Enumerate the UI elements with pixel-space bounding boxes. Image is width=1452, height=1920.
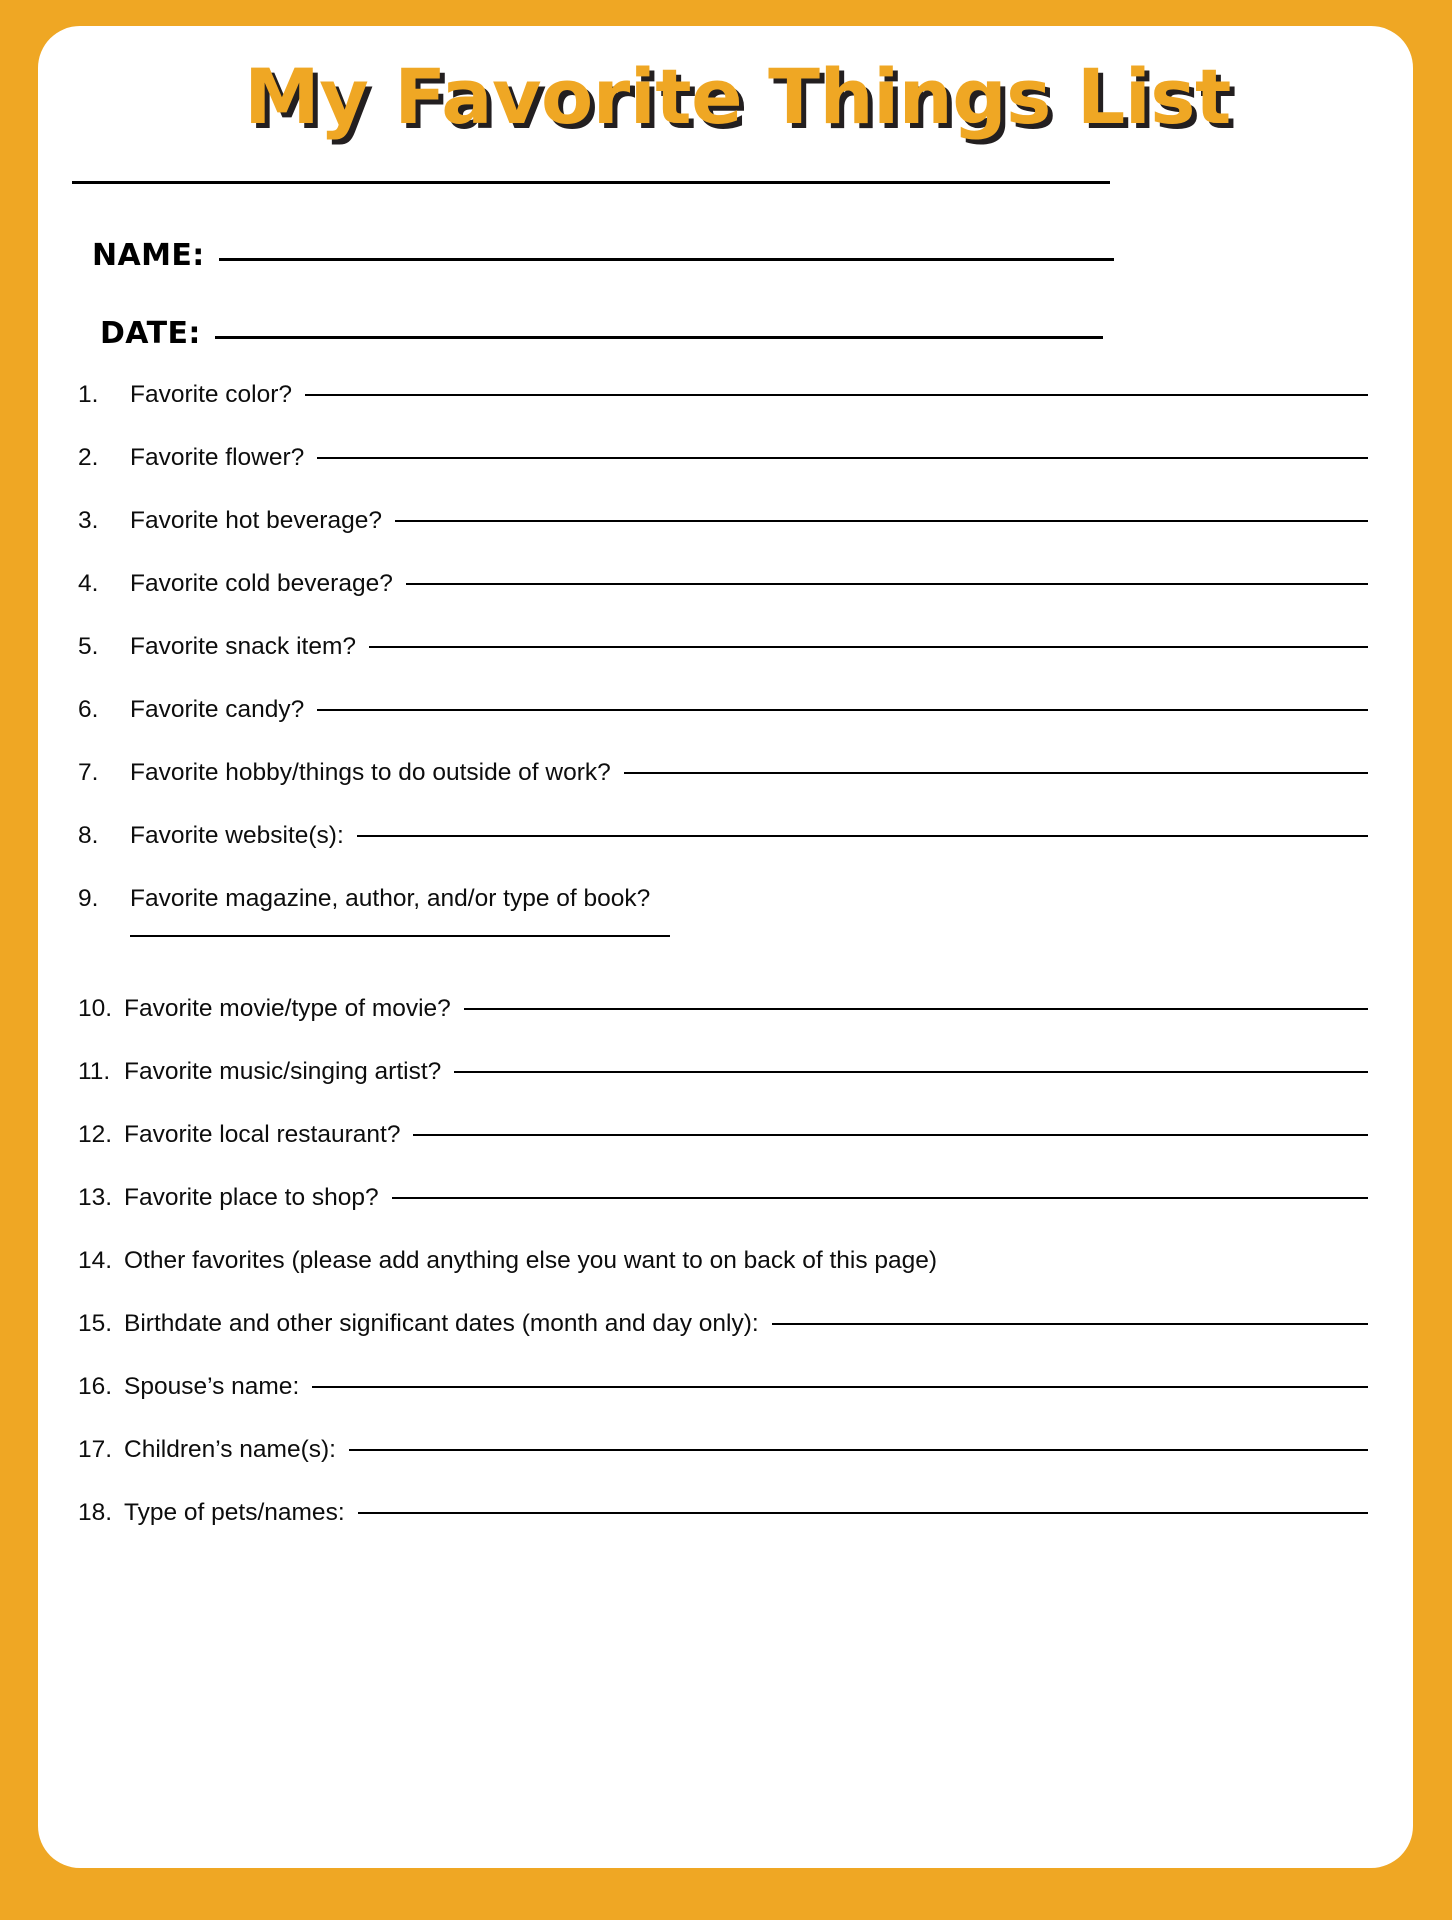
question-number: 12. — [78, 1121, 113, 1148]
question-answer-line[interactable] — [317, 709, 1368, 711]
question-label: Favorite hot beverage? — [130, 507, 382, 534]
question-row — [78, 444, 1368, 507]
question-number: 2. — [78, 444, 99, 471]
question-answer-line[interactable] — [772, 1323, 1368, 1325]
question-number: 16. — [78, 1373, 113, 1400]
question-row — [78, 1247, 1368, 1310]
question-answer-line[interactable] — [130, 935, 670, 937]
question-list — [78, 381, 1368, 1562]
question-answer-line[interactable] — [392, 1197, 1368, 1199]
question-number: 14. — [78, 1247, 113, 1274]
question-answer-line[interactable] — [413, 1134, 1368, 1136]
question-row — [78, 822, 1368, 885]
question-row — [78, 885, 1368, 995]
question-answer-line[interactable] — [312, 1386, 1368, 1388]
question-row — [78, 759, 1368, 822]
question-answer-line[interactable] — [358, 1512, 1368, 1514]
question-answer-line[interactable] — [317, 457, 1368, 459]
question-answer-line[interactable] — [357, 835, 1368, 837]
question-row — [78, 381, 1368, 444]
date-field-label: DATE: — [100, 316, 201, 351]
question-row — [78, 1373, 1368, 1436]
question-label: Birthdate and other significant dates (month and day only): — [124, 1310, 759, 1337]
question-label: Favorite color? — [130, 381, 293, 408]
question-label: Favorite candy? — [130, 696, 305, 723]
name-field-input-line[interactable] — [219, 258, 1114, 261]
question-row — [78, 696, 1368, 759]
question-row — [78, 1058, 1368, 1121]
question-number: 17. — [78, 1436, 113, 1463]
question-number: 13. — [78, 1184, 113, 1211]
question-row — [78, 995, 1368, 1058]
question-number: 5. — [78, 633, 99, 660]
question-answer-line[interactable] — [369, 646, 1368, 648]
question-answer-line[interactable] — [395, 520, 1368, 522]
question-label: Favorite hobby/things to do outside of work? — [130, 759, 611, 786]
question-label: Favorite website(s): — [130, 822, 344, 849]
question-label: Type of pets/names: — [124, 1499, 345, 1526]
question-label: Favorite snack item? — [130, 633, 357, 660]
name-field-row — [92, 238, 1114, 273]
page-title: My Favorite Things List — [244, 52, 1231, 141]
question-answer-line[interactable] — [406, 583, 1368, 585]
question-row — [78, 1310, 1368, 1373]
date-field-input-line[interactable] — [215, 336, 1103, 339]
question-number: 10. — [78, 995, 113, 1022]
question-label: Favorite place to shop? — [124, 1184, 379, 1211]
question-label: Children’s name(s): — [124, 1436, 336, 1463]
question-answer-line[interactable] — [349, 1449, 1368, 1451]
question-label: Favorite movie/type of movie? — [124, 995, 451, 1022]
question-number: 8. — [78, 822, 99, 849]
name-field-label: NAME: — [92, 238, 205, 273]
title-divider — [72, 181, 1110, 184]
question-number: 4. — [78, 570, 99, 597]
question-row — [78, 570, 1368, 633]
question-number: 6. — [78, 696, 99, 723]
question-row — [78, 507, 1368, 570]
question-number: 11. — [78, 1058, 111, 1085]
question-number: 9. — [78, 885, 99, 912]
question-row — [78, 1436, 1368, 1499]
question-label: Favorite local restaurant? — [124, 1121, 401, 1148]
question-number: 7. — [78, 759, 99, 786]
question-label: Favorite music/singing artist? — [124, 1058, 442, 1085]
question-number: 18. — [78, 1499, 113, 1526]
question-row — [78, 1184, 1368, 1247]
question-answer-line[interactable] — [464, 1008, 1368, 1010]
question-label: Other favorites (please add anything else you want to on back of this page) — [124, 1247, 938, 1274]
question-label: Favorite magazine, author, and/or type of book? — [130, 885, 651, 912]
question-number: 15. — [78, 1310, 113, 1337]
question-number: 1. — [78, 381, 99, 408]
question-label: Favorite cold beverage? — [130, 570, 393, 597]
question-row — [78, 1499, 1368, 1562]
question-row — [78, 1121, 1368, 1184]
question-answer-line[interactable] — [305, 394, 1368, 396]
question-row — [78, 633, 1368, 696]
question-answer-line[interactable] — [454, 1071, 1368, 1073]
question-first-line — [78, 885, 1368, 913]
date-field-row — [100, 316, 1103, 351]
question-label: Favorite flower? — [130, 444, 305, 471]
question-number: 3. — [78, 507, 99, 534]
question-answer-line[interactable] — [624, 772, 1368, 774]
question-label: Spouse’s name: — [124, 1373, 300, 1400]
title-block — [38, 52, 1413, 141]
worksheet-card — [38, 26, 1413, 1868]
